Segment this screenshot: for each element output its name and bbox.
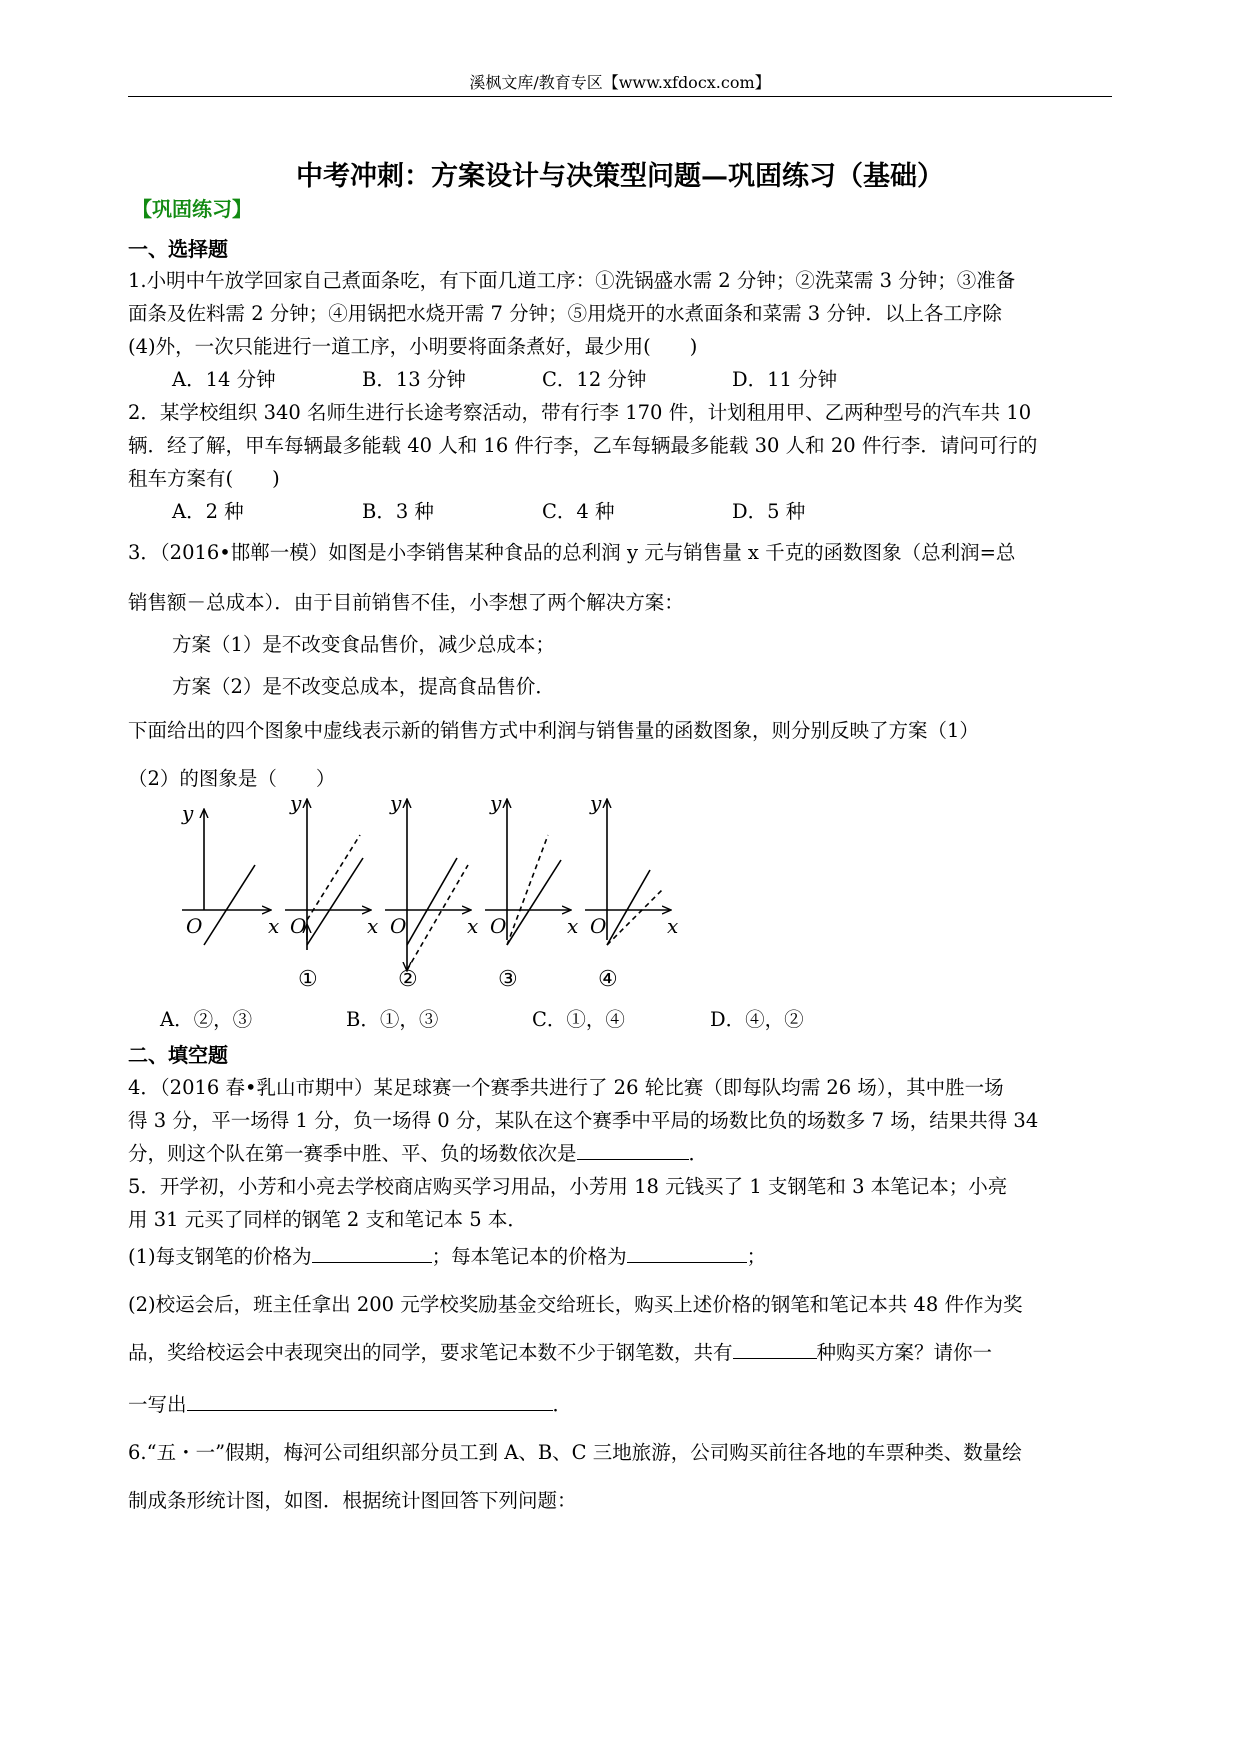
option-a: A．②，③ [160,1008,253,1031]
graph-number-label: ① [298,967,318,992]
page-title: 中考冲刺：方案设计与决策型问题—巩固练习（基础） [296,161,944,192]
section-tag: 【巩固练习】 [132,197,252,221]
question-3-line: 销售额－总成本）．由于目前销售不佳，小李想了两个解决方案： [128,591,684,614]
question-5-text: (1)每支钢笔的价格为 [128,1245,312,1268]
question-3-line: 下面给出的四个图象中虚线表示新的销售方式中利润与销售量的函数图象，则分别反映了方案（1） [128,719,979,742]
question-3-line: 方案（1）是不改变食品售价，减少总成本； [172,633,555,656]
question-5-line: 用 31 元买了同样的钢笔 2 支和笔记本 5 本． [128,1208,527,1231]
option-a: A．2 种 [172,500,244,523]
axis-y-label: y [490,791,502,815]
question-5-text: 种购买方案？请你一 [816,1341,993,1364]
axis-y-label: y [182,801,194,825]
question-5-line: 5．开学初，小芳和小亮去学校商店购买学习用品，小芳用 18 元钱买了 1 支钢笔和 3 本笔记本；小亮 [128,1175,1008,1198]
origin-label: O [390,914,407,938]
question-5-part-2-line: (2)校运会后，班主任拿出 200 元学校奖励基金交给班长，购买上述价格的钢笔和笔记本共 48 件作为奖 [128,1293,1023,1316]
question-5-part-1 [128,1240,1124,1273]
axis-x-label: x [567,914,579,938]
question-4-line: 4．（2016 春•乳山市期中）某足球赛一个赛季共进行了 26 轮比赛（即每队均需 26 场），其中胜一场 [128,1076,1004,1099]
answer-blank [733,1357,817,1359]
graph-original [181,801,279,945]
option-d: D．④，② [710,1008,804,1031]
origin-label: O [490,914,507,938]
section-fill-heading: 二、填空题 [128,1043,228,1067]
question-4-text: 分，则这个队在第一赛季中胜、平、负的场数依次是 [128,1142,577,1165]
question-2 [128,396,1124,495]
option-c: C．4 种 [542,500,615,523]
page-header: 溪枫文库/教育专区【www.xfdocx.com】 [469,73,771,92]
graph-3 [485,791,578,992]
question-5 [128,1170,1124,1236]
option-a: A．14 分钟 [172,368,276,391]
question-5-text: ； [746,1245,767,1268]
axis-x-label: x [467,914,479,938]
question-5-text: ；每本笔记本的价格为 [431,1245,627,1268]
question-5-part-2-line [128,1388,1124,1421]
graph-number-label: ② [398,967,418,992]
question-4 [128,1071,1124,1170]
option-b: B．①，③ [346,1008,439,1031]
graph-4 [585,791,678,992]
axis-x-label: x [367,914,379,938]
answer-blank [312,1261,432,1263]
question-6-line: 6.“五・一”假期，梅河公司组织部分员工到 A、B、C 三地旅游，公司购买前往各地的车票种类、数量绘 [128,1441,1022,1464]
question-5-text: ． [552,1393,573,1416]
question-2-line: 租车方案有( ) [128,467,280,490]
question-1-line: 面条及佐料需 2 分钟；④用锅把水烧开需 7 分钟；⑤用烧开的水煮面条和菜需 3 分钟．以上各工序除 [128,302,1002,325]
graph-2 [385,791,478,992]
question-6-line: 制成条形统计图，如图．根据统计图回答下列问题： [128,1489,577,1512]
answer-blank [577,1158,689,1160]
question-5-text: 一写出 [128,1393,187,1416]
question-4-line: 得 3 分，平一场得 1 分，负一场得 0 分，某队在这个赛季中平局的场数比负的场数多 7 场，结果共得 34 [128,1109,1039,1132]
option-b: B．13 分钟 [362,368,466,391]
question-1-line: (4)外，一次只能进行一道工序，小明要将面条煮好，最少用( ) [128,335,698,358]
question-3-line: （2）的图象是（ ） [128,767,336,790]
section-choice-heading: 一、选择题 [128,237,228,261]
function-graphs-figure [170,790,730,995]
option-c: C．①，④ [532,1008,625,1031]
origin-label: O [590,914,607,938]
header-divider [128,96,1112,97]
answer-blank [627,1261,747,1263]
question-5-text: 品，奖给校运会中表现突出的同学，要求笔记本数不少于钢笔数，共有 [128,1341,733,1364]
origin-label: O [290,914,307,938]
question-4-end: ． [688,1142,709,1165]
axis-y-label: y [390,791,402,815]
option-b: B．3 种 [362,500,434,523]
question-2-line: 2．某学校组织 340 名师生进行长途考察活动，带有行李 170 件，计划租用甲、乙两种型号的汽车共 10 [128,401,1032,424]
axis-x-label: x [667,914,679,938]
graph-number-label: ④ [598,967,618,992]
origin-label: O [186,914,203,938]
option-c: C．12 分钟 [542,368,647,391]
axis-x-label: x [268,914,280,938]
question-1 [128,264,1124,363]
question-1-line: 1.小明中午放学回家自己煮面条吃，有下面几道工序：①洗锅盛水需 2 分钟；②洗菜需 3 分钟；③准备 [128,269,1016,292]
axis-y-label: y [290,791,302,815]
graph-1 [285,791,378,992]
question-5-part-2-line [128,1336,1124,1369]
question-3-line: 3．（2016•邯郸一模）如图是小李销售某种食品的总利润 y 元与销售量 x 千克的函数图象（总利润=总 [128,541,1016,564]
option-d: D．11 分钟 [732,368,838,391]
answer-blank [187,1409,553,1411]
option-d: D．5 种 [732,500,806,523]
question-4-line [128,1137,1124,1170]
question-2-line: 辆．经了解，甲车每辆最多能载 40 人和 16 件行李，乙车每辆最多能载 30 人和 20 件行李．请问可行的 [128,434,1038,457]
axis-y-label: y [590,791,602,815]
question-3-line: 方案（2）是不改变总成本，提高食品售价． [172,675,555,698]
graph-number-label: ③ [498,967,518,992]
